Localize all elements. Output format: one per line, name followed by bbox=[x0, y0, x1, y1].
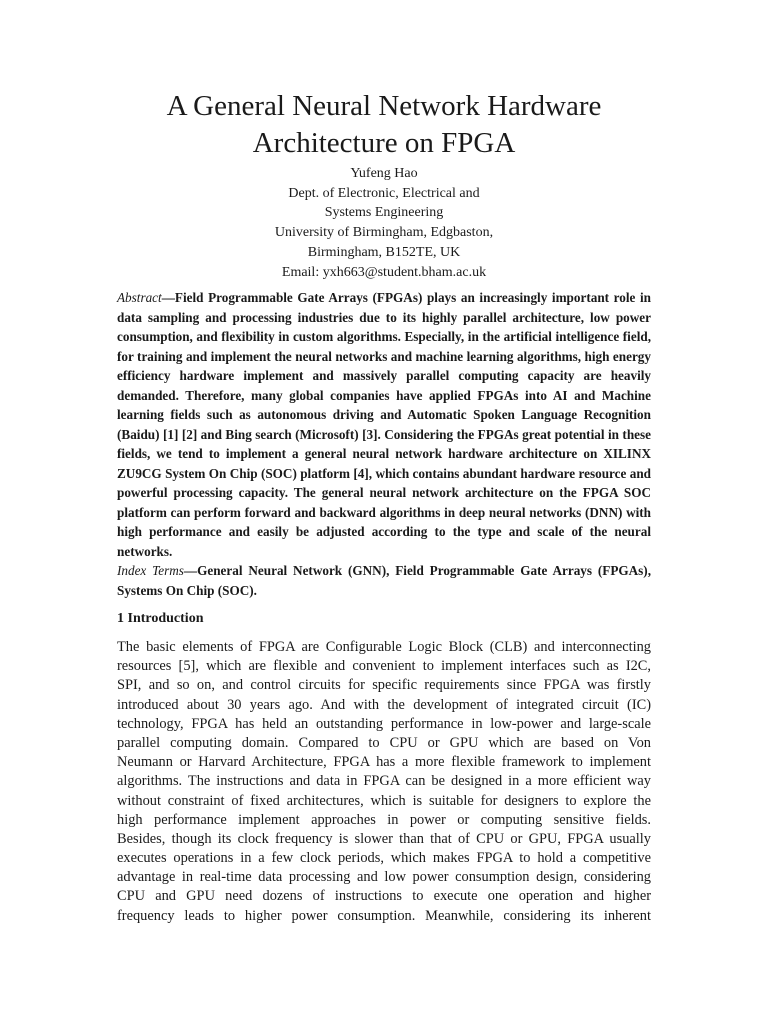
index-terms-text: —General Neural Network (GNN), Field Programmable Gate Arrays (FPGAs), Systems On Chip (SOC). bbox=[117, 563, 651, 598]
abstract bbox=[117, 288, 651, 561]
body-line: frequency leads to higher power consumption. Meanwhile, considering its inherent bbox=[117, 907, 651, 924]
author-block bbox=[100, 164, 668, 282]
body-line: resources [5], which are flexible and convenient to implement interfaces such as I2C, bbox=[117, 658, 651, 675]
paper-title bbox=[60, 88, 708, 162]
body-line: technology, FPGA has held an outstanding performance in low-power and large-scale bbox=[117, 715, 651, 732]
body-line: high performance implement approaches in power or computing sensitive fields. bbox=[117, 811, 651, 828]
affiliation-line: Systems Engineering bbox=[324, 205, 444, 221]
author-email: Email: yxh663@student.bham.ac.uk bbox=[281, 264, 487, 280]
body-line: SPI, and so on, and control circuits for specific requirements since FPGA was firstly bbox=[117, 677, 651, 694]
body-line: introduced about 30 years ago. And with the development of integrated circuit (IC) bbox=[117, 696, 651, 713]
index-terms-lead: Index Terms bbox=[117, 563, 184, 578]
introduction-body bbox=[117, 638, 651, 926]
body-line: advantage in real-time data processing and low power consumption design, considering bbox=[117, 869, 651, 886]
body-line: The basic elements of FPGA are Configurable Logic Block (CLB) and interconnecting bbox=[117, 639, 651, 655]
body-line: executes operations in a few clock periods, which makes FPGA to hold a competitive bbox=[117, 850, 651, 867]
body-line: Besides, though its clock frequency is slower than that of CPU or GPU, FPGA usually bbox=[117, 830, 651, 847]
abstract-text: —Field Programmable Gate Arrays (FPGAs) plays an increasingly important role in data sampling and processing industries due to its highly parallel architecture, low power consumption, and flexibility in custom algorithms. Especially, in the artificial intelligence field, for training and implement the neural networks and machine learning algorithms, high energy efficiency hardware implement and massively parallel computing capacity are heavily demanded. Therefore, many global companies have applied FPGAs into AI and Machine learning fields such as autonomous driving and Automatic Spoken Language Recognition (Baidu) [1] [2] and Bing search (Microsoft) [3]. Considering the FPGAs great potential in these fields, we tend to implement a general neural network hardware architecture on XILINX ZU9CG System On Chip (SOC) platform [4], which contains abundant hardware resource and powerful processing capacity. The general neural network architecture on the FPGA SOC platform can perform forward and backward algorithms in deep neural networks (DNN) with high performance and easily be adjusted according to the type and scale of the neural networks. bbox=[117, 290, 651, 559]
title-line: Architecture on FPGA bbox=[252, 127, 516, 159]
abstract-lead: Abstract bbox=[117, 290, 162, 305]
body-line: parallel computing domain. Compared to CPU or GPU which are based on Von bbox=[117, 734, 651, 751]
body-line: Neumann or Harvard Architecture, FPGA has a more flexible framework to implement bbox=[117, 754, 651, 771]
index-terms bbox=[117, 561, 651, 600]
body-line: CPU and GPU need dozens of instructions to execute one operation and higher bbox=[117, 888, 651, 905]
title-line: A General Neural Network Hardware bbox=[166, 90, 602, 122]
affiliation-line: Birmingham, B152TE, UK bbox=[307, 244, 461, 260]
body-line: algorithms. The instructions and data in FPGA can be designed in a more efficient way bbox=[117, 773, 651, 790]
section-heading-introduction: 1 Introduction bbox=[117, 611, 204, 626]
author-name: Yufeng Hao bbox=[350, 166, 418, 181]
affiliation-line: Dept. of Electronic, Electrical and bbox=[288, 185, 480, 201]
affiliation-line: University of Birmingham, Edgbaston, bbox=[274, 225, 494, 241]
body-line: without constraint of fixed architectures, which is suitable for designers to explore the bbox=[117, 792, 651, 809]
